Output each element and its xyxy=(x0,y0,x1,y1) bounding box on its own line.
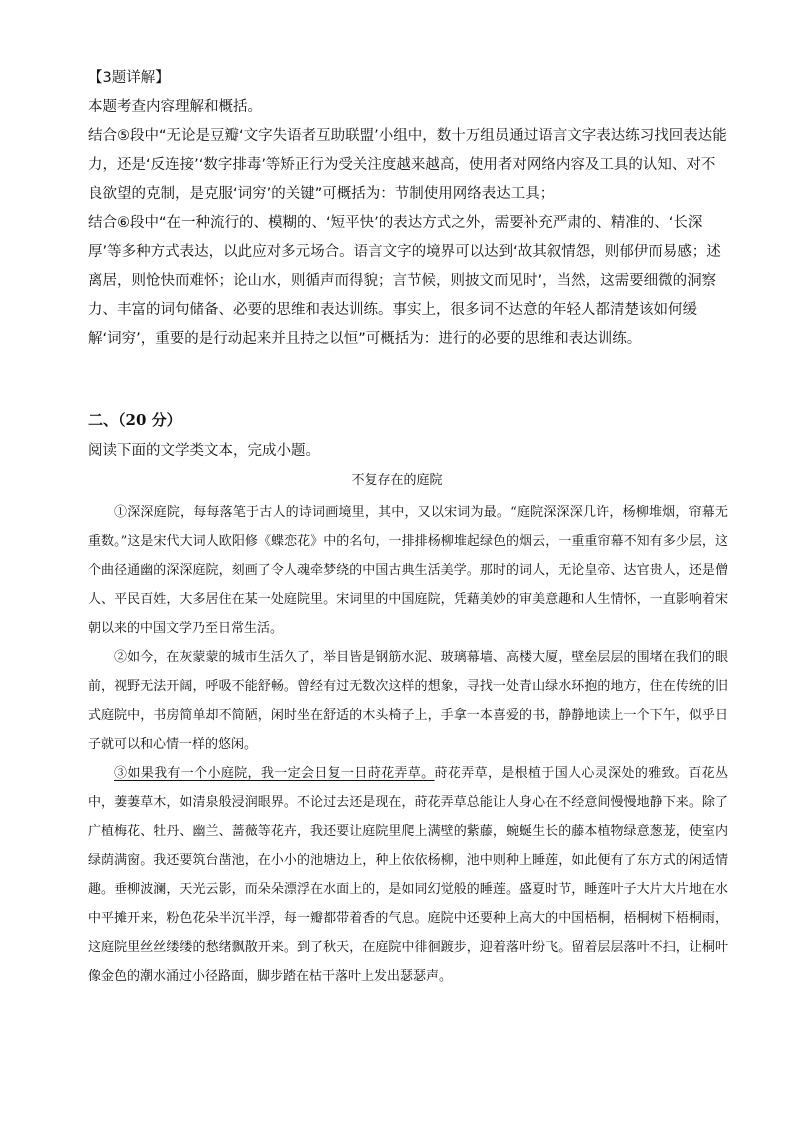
story-text xyxy=(88,498,728,991)
underlined-sentence: ③如果我有一个小庭院，我一定会日复一日莳花弄草。 xyxy=(114,766,435,781)
answer-explanation xyxy=(88,64,728,354)
answer-heading: 【3题详解】 xyxy=(88,70,170,86)
story-paragraph: ①深深庭院，每每落笔于古人的诗词画境里，其中，又以宋词为最。“庭院深深深几许，杨柳堆烟，帘幕无重数。”这是宋代大词人欧阳修《蝶恋花》中的名句，一排排杨柳堆起绿色的烟云，一重重帘幕不知有多少层，这个曲径通幽的深深庭院，刻画了令人魂牵梦绕的中国古典生活美学。那时的词人，无论皇帝、达官贵人，还是僧人、平民百姓，大多居住在某一处庭院里。宋词里的中国庭院，凭藉美妙的审美意趣和人生情怀，一直影响着宋朝以来的中国文学乃至日常生活。 xyxy=(88,505,728,636)
story-paragraph: ②如今，在灰蒙蒙的城市生活久了，举目皆是钢筋水泥、玻璃幕墙、高楼大厦，壁垒层层的围堵在我们的眼前，视野无法开阔，呼吸不能舒畅。曾经有过无数次这样的想象，寻找一处青山绿水环抱的地方，住在传统的旧式庭院中，书房简单却不简陋，闲时坐在舒适的木头椅子上，手拿一本喜爱的书，静静地读上一个下午，似乎日子就可以和心情一样的悠闲。 xyxy=(88,650,728,752)
answer-paragraph: 结合⑤段中“无论是豆瓣‘文字失语者互助联盟’小组中，数十万组员通过语言文字表达练习找回表达能力，还是‘反连接’‘数字排毒’等矫正行为受关注度越来越高，使用者对网络内容及工具的认知、对不良欲望的克制，是克服‘词穷’的关键”可概括为：节制使用网络表达工具； xyxy=(88,128,727,202)
story-paragraph-rest: 莳花弄草，是根植于国人心灵深处的雅致。百花丛中，萋萋草木，如清泉般浸润眼界。不论过去还是现在，莳花弄草总能让人身心在不经意间慢慢地静下来。除了广植梅花、牡丹、幽兰、蔷薇等花卉，我还要让庭院里爬上满壁的紫藤，蜿蜒生长的藤本植物绿意葱茏，使室内绿荫满窗。我还要筑台凿池，在小小的池塘边上，种上依依杨柳，池中则种上睡莲，如此便有了东方式的闲适情趣。垂柳波澜，天光云影，而朵朵漂浮在水面上的，是如同幻觉般的睡莲。盛夏时节，睡莲叶子大片大片地在水中平摊开来，粉色花朵半沉半浮，每一瓣都带着香的气息。庭院中还要种上高大的中国梧桐，梧桐树下梧桐雨，这庭院里丝丝缕缕的愁绪飘散开来。到了秋天，在庭院中徘徊踱步，迎着落叶纷飞。留着层层落叶不扫，让桐叶像金色的潮水涌过小径路面，脚步踏在枯干落叶上发出瑟瑟声。 xyxy=(88,766,728,984)
story-title: 不复存在的庭院 xyxy=(351,473,443,488)
section-number: 二、 xyxy=(88,411,119,429)
section-heading xyxy=(88,406,182,435)
answer-line: 本题考查内容理解和概括。 xyxy=(88,99,262,115)
section-instruction: 阅读下面的文学类文本，完成小题。 xyxy=(88,443,320,459)
story-paragraph xyxy=(88,759,728,991)
answer-paragraph: 结合⑥段中“在一种流行的、模糊的、‘短平快’的表达方式之外，需要补充严肃的、精准的、‘长深厚’等多种方式表达，以此应对多元场合。语言文字的境界可以达到‘故其叙情怨，则郁伊而易感；述离居，则怆快而难怀；论山水，则循声而得貌；言节候，则披文而见时’，当然，这需要细微的洞察力、丰富的词句储备、必要的思维和表达训练。事实上，很多词不达意的年轻人都清楚该如何缓解‘词穷’，重要的是行动起来并且持之以恒”可概括为：进行的必要的思维和表达训练。 xyxy=(88,215,721,347)
section-score: （20 分） xyxy=(118,411,182,429)
